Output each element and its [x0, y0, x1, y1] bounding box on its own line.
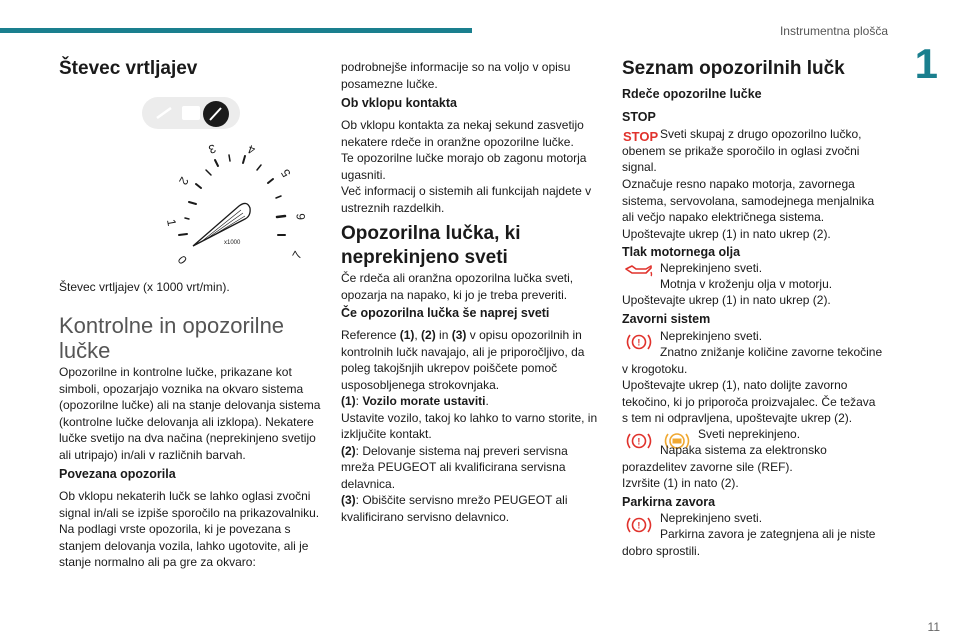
indicator-lamp-2 — [182, 106, 200, 120]
continuous-light-text: Če rdeča ali oranžna opozorilna lučka sveti, opozarja na napako, ki jo je treba preveriti. — [341, 271, 574, 302]
gauge-label-3: 3 — [206, 141, 218, 157]
action-1-colon: : — [355, 394, 363, 408]
ref-1: (1) — [399, 328, 415, 342]
parking-text-1: Neprekinjeno sveti. — [660, 511, 763, 525]
stop-title: STOP — [622, 110, 656, 124]
stop-icon-text: STOP — [623, 129, 659, 144]
continuous-light-section-title: Opozorilna lučka, ki neprekinjeno sveti — [341, 223, 521, 268]
action-2-num: (2) — [341, 443, 356, 458]
gauge-label-4: 4 — [245, 141, 258, 158]
ref-text-b: v opisu opozorilnih in kontrolnih lučk navajajo, ali je priporočljivo, da poleg takojšnjih ukrepov poiščete pomoč usposobljenega strokovnjaka. — [341, 328, 585, 392]
tachometer-title: Števec vrtljajev — [59, 58, 198, 79]
ignition-on-text — [341, 117, 603, 216]
action-2 — [341, 443, 603, 493]
gauge-needle — [193, 203, 250, 246]
action-3-text: : Obiščite servisno mrežo PEUGEOT ali kvalificirano servisno delavnico. — [341, 493, 568, 524]
action-3 — [341, 492, 603, 525]
ref-text-3: Izvršite (1) in nato (2). — [622, 476, 739, 490]
warning-lights-section-title: Kontrolne in opozorilne lučke — [59, 313, 285, 363]
gauge-label-7: 7 — [289, 248, 305, 262]
action-1-dot: . — [485, 394, 489, 408]
svg-text:!: ! — [637, 337, 641, 348]
oil-title: Tlak motornega olja — [622, 245, 741, 259]
stop-text-3: Upoštevajte ukrep (1) in nato ukrep (2). — [622, 227, 831, 241]
ignition-on-title: Ob vklopu kontakta — [341, 96, 457, 110]
linked-alerts-text: Ob vklopu nekaterih lučk se lahko oglasi zvočni signal in/ali se izpiše sporočilo na prikazovalniku. Na podlagi vrste opozorila, ki je povezana s stanjem delovanja vozila, lahko ugotovite, ali je stanje normalno ali pa gre za okvaro: — [59, 489, 320, 569]
parking-title: Parkirna zavora — [622, 495, 716, 509]
header-section-title: Instrumentna plošča — [779, 24, 888, 38]
warning-lights-intro: Opozorilne in kontrolne lučke, prikazane kot simboli, opozarjajo voznika na okvaro sistema (opozorilne lučke) ali na stanje delovanja sistema (kontrolne lučke delovanja ali izklopa). Nekatere lučke svetijo na dva načina (neprekinjeno svetijo ali utripajo) in/ali v različnih barvah. — [59, 365, 321, 462]
gauge-label-5: 5 — [278, 166, 294, 180]
oil-text-1: Neprekinjeno sveti. — [660, 261, 763, 275]
header-accent-bar — [0, 28, 472, 33]
gauge-label-0: 0 — [174, 252, 190, 268]
gauge-label-1: 1 — [164, 218, 179, 228]
gauge-label-6: 6 — [294, 213, 308, 220]
svg-text:!: ! — [637, 436, 641, 447]
stop-text-1: Sveti skupaj z drugo opozorilno lučko, obenem se prikaže sporočilo in oglasi zvočni signal. — [622, 127, 862, 174]
continued-text: podrobnejše informacije so na voljo v opisu posamezne lučke. — [341, 60, 571, 91]
linked-alerts-title: Povezana opozorila — [59, 467, 176, 481]
ref-comma: , — [414, 328, 422, 342]
stop-text-2: Označuje resno napako motorja, zavornega sistema, servovolana, samodejnega menjalnika ali večjo napako električnega sistema. — [622, 177, 875, 224]
gauge-unit: x1000 — [224, 240, 241, 246]
ref-2: (2) — [421, 328, 436, 342]
ref-text-1: Sveti neprekinjeno. — [698, 427, 801, 441]
ref-in: in — [435, 328, 452, 342]
ref-3: (3) — [451, 328, 467, 342]
parking-text-2: Parkirna zavora je zategnjena ali je niste dobro sprostili. — [622, 527, 876, 558]
brake-text-2: Znatno znižanje količine zavorne tekočine v krogotoku. — [622, 345, 883, 376]
brake-title: Zavorni sistem — [622, 312, 711, 326]
gauge-label-2: 2 — [176, 174, 192, 188]
ref-text-2: Napaka sistema za elektronsko porazdelitev zavorne sile (REF). — [622, 443, 827, 474]
svg-text:!: ! — [637, 520, 641, 531]
action-2-text: : Delovanje sistema naj preveri servisna mreža PEUGEOT ali kvalificirana servisna delavnica. — [341, 443, 568, 491]
tachometer-gauge — [109, 92, 334, 272]
still-lit-title: Če opozorilna lučka še naprej sveti — [341, 306, 550, 320]
references-text — [341, 327, 603, 525]
page-number: 11 — [927, 620, 940, 634]
action-1-bold: Vozilo morate ustaviti — [362, 394, 486, 408]
action-3-num: (3) — [341, 493, 356, 507]
brake-text-1: Neprekinjeno sveti. — [660, 329, 763, 343]
references-intro — [341, 327, 603, 393]
ignition-on-text-3: Več informacij o sistemih ali funkcijah najdete v ustreznih razdelkih. — [341, 184, 592, 215]
warning-list-title: Seznam opozorilnih lučk — [622, 58, 845, 79]
action-1-text: Ustavite vozilo, takoj ko lahko to varno storite, in izključite kontakt. — [341, 410, 598, 441]
ignition-on-text-1: Ob vklopu kontakta za nekaj sekund zasvetijo nekatere rdeče in oranžne opozorilne lučke. — [341, 118, 584, 149]
oil-text-3: Upoštevajte ukrep (1) in nato ukrep (2). — [622, 293, 831, 307]
ref-text-a: Reference — [341, 328, 400, 342]
oil-pressure-icon — [624, 262, 654, 278]
red-lights-subtitle: Rdeče opozorilne lučke — [622, 87, 762, 101]
brake-text-3: Upoštevajte ukrep (1), nato dolijte zavorno tekočino, ki jo priporoča proizvajalec. Če težava s tem ni odpravljena, upoštevajte ukrep (2). — [622, 378, 876, 425]
action-1-num: (1) — [341, 394, 356, 408]
action-1 — [341, 393, 603, 410]
chapter-number: 1 — [914, 40, 938, 87]
ignition-on-text-2: Te opozorilne lučke morajo ob zagonu motorja ugasniti. — [341, 151, 587, 182]
tachometer-caption: Števec vrtljajev (x 1000 vrt/min). — [59, 280, 230, 294]
oil-text-2: Motnja v kroženju olja v motorju. — [660, 277, 833, 291]
